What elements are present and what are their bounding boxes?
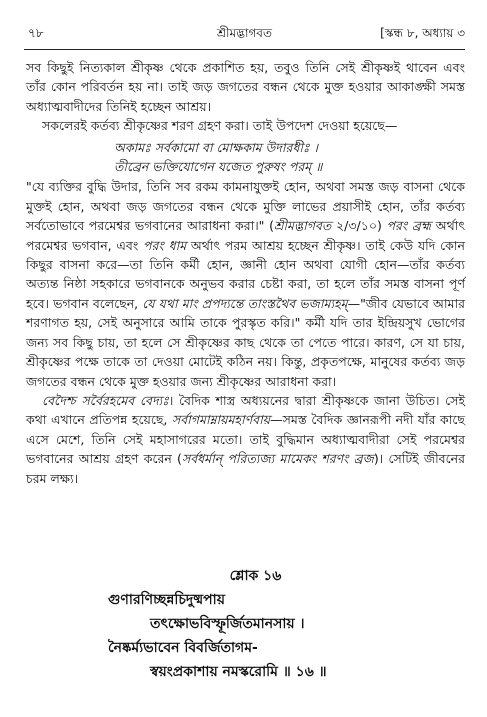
- verse-line-1: অকামঃ সর্বকামো বা মোক্ষকাম উদারধীঃ ।: [114, 139, 319, 155]
- paragraph-4-text: । বৈদিক শাস্ত্র অধ্যয়নের দ্বারা শ্রীকৃষ্ণকে জানা উচিত। সেই কথা এখানে প্রতিপন্ন হয়েছে,: [26, 392, 466, 428]
- paragraph-4-text: —সমস্ত বৈদিক জ্ঞানরূপী নদী যাঁর কাছে এসে মেশে, তিনি সেই মহাসাগরের মতো। তাই বুদ্ধিমান অধ্যাত্মবাদীরা সেই পরমেশ্বর ভগবানের আশ্রয় গ্রহণ করেন (: [26, 412, 465, 467]
- sloka-line-3: নৈষ্কর্ম্যভাবেন বিবর্জিতাগম-: [108, 640, 258, 656]
- sloka-line-4: স্বয়ংপ্রকাশায় নমস্করোমি ॥ ১৬ ॥: [150, 664, 327, 680]
- sloka-block: [0, 564, 487, 684]
- page-header: [24, 22, 465, 44]
- paragraph-3-text: অর্থাৎ পরম আশ্রয় হচ্ছেন শ্রীকৃষ্ণ। তাই কেউ যদি কোন কিছুর বাসনা করে—তা তিনি কর্মী হোন, জ্ঞানী হোন অথবা যোগী হোন—তাঁর কর্তব্য অত্যন্ত নিষ্ঠা সহকারে ভগবানকে অনুভব করার চেষ্টা করা, তা হলে তাঁর সমস্ত বাসনা পূর্ণ হবে। ভগবান বলেছেন,: [26, 237, 465, 311]
- sanskrit-term: পরং ব্রহ্ম: [386, 218, 432, 234]
- book-title: শ্রীমদ্ভাগবত: [216, 26, 272, 40]
- paragraph-3-text: ২/৩/১০): [331, 218, 387, 234]
- sanskrit-term: পরং ধাম: [143, 237, 187, 253]
- gita-quote: সর্বধর্মান্ পরিত্যজ্য মামেকং শরণং ব্রজ: [181, 451, 374, 467]
- source-citation: শ্রীমদ্ভাগবত: [274, 218, 332, 234]
- sloka-title: শ্লোক ১৬: [229, 568, 282, 584]
- verse-line-2: তীব্রেন ভক্তিযোগেন যজেত পুরুষং পরম্ ॥: [114, 159, 323, 175]
- quoted-verse: [26, 138, 465, 177]
- header-divider: [24, 49, 465, 50]
- chapter-reference: [স্কন্ধ ৮, অধ্যায় ৩: [380, 26, 465, 40]
- page-number: ৭৮: [28, 26, 44, 40]
- paragraph-3-text: —"জীব যেভাবে আমার শরণাগত হয়, সেই অনুসারে আমি তাকে পুরস্কৃত করি।" কর্মী যদি তার ইন্দ্রিয়সুখ ভোগের জন্য সব কিছু চায়, তা হলে সে শ্রীকৃষ্ণের কাছ থেকে তা পেতে পারে। কারণ, সে যা চায়, শ্রীকৃষ্ণের পক্ষে তাকে তা দেওয়া মোটেই কঠিন নয়। কিন্তু, প্রকৃতপক্ষে, মানুষের কর্তব্য জড় জগতের বন্ধন থেকে মুক্ত হওয়ার জন্য শ্রীকৃষ্ণের আরাধনা করা।: [26, 295, 465, 389]
- vedic-quote: বেদৈশ্চ সর্বৈরহমেব বেদ্যঃ: [42, 392, 169, 408]
- purport-text: [26, 58, 465, 488]
- paragraph-3-text: অর্থাৎ পরমেশ্বর ভগবান, এবং: [26, 218, 466, 253]
- gita-quote: যে যথা মাং প্রপদ্যন্তে তাংস্তথৈব ভজাম্যহম্: [142, 295, 348, 311]
- sloka-line-1: গুণারণিচ্ছন্নচিদুষ্মপায়: [108, 592, 225, 608]
- paragraph-4: [26, 391, 465, 488]
- paragraph-3-text: "যে ব্যক্তির বুদ্ধি উদার, তিনি সব রকম কামনাযুক্তই হোন, অথবা সমস্ত জড় বাসনা থেকে মুক্তই হোন, অথবা জড় জগতের বন্ধন থেকে মুক্তি লাভের প্রয়াসীই হোন, তাঁর কর্তব্য সর্বতোভাবে পরমেশ্বর ভগবানের আরাধনা করা।" (: [26, 179, 465, 234]
- paragraph-1: সব কিছুই নিত্যকাল শ্রীকৃষ্ণ থেকে প্রকাশিত হয়, তবুও তিনি সেই শ্রীকৃষ্ণই থাবেন এবং তাঁর কোন পরিবর্তন হয় না। তাই জড় জগতের বন্ধন থেকে মুক্ত হওয়ার আকাঙ্ক্ষী সমস্ত অধ্যাত্মবাদীদের তিনিই হচ্ছেন আশ্রয়।: [26, 60, 465, 114]
- paragraph-4-text: )। সেটিই জীবনের চরম লক্ষ্য।: [26, 451, 465, 486]
- paragraph-3: [26, 177, 465, 390]
- vedic-quote: সর্বাগমাম্নায়মহার্ণবায়: [171, 412, 271, 428]
- paragraph-2: সকলেরই কর্তব্য শ্রীকৃষ্ণের শরণ গ্রহণ করা। তাই উপদেশ দেওয়া হয়েছে—: [42, 118, 398, 134]
- sloka-line-2: তৎক্ষোভবিস্ফূর্জিতমানসায় ।: [150, 616, 305, 632]
